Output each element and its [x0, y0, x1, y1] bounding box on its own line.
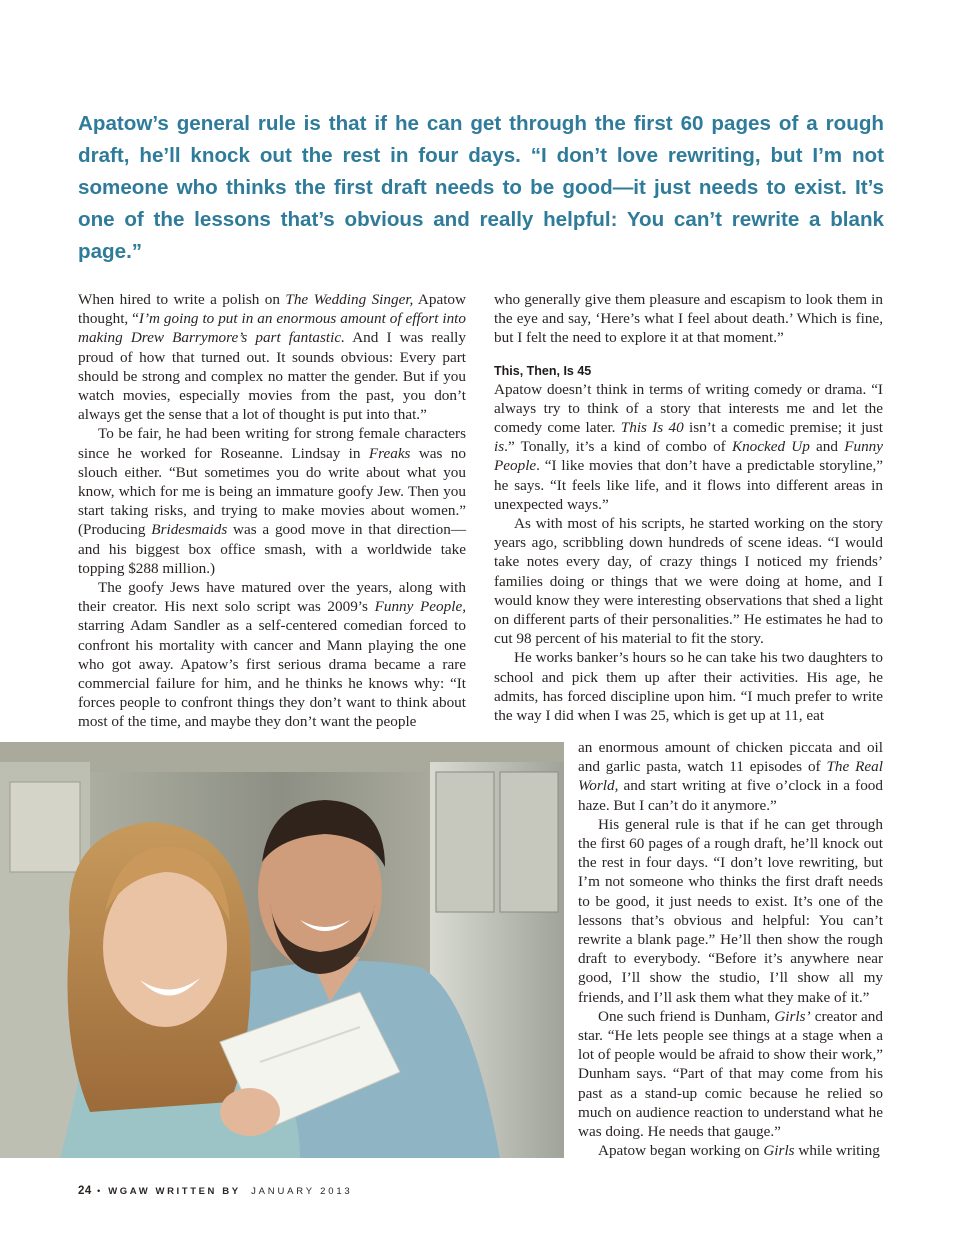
pull-quote: Apatow’s general rule is that if he can get through the first 60 pages of a rough draft, he’ll knock out the rest in four days. “I don’t love rewriting, but I’m not someone who thinks the first draft needs to be good—it just needs to exist. It’s one of the lessons that’s obvious and really helpful: You can’t rewrite a blank page.” — [78, 112, 884, 263]
publication-name: WGAW WRITTEN BY — [108, 1186, 241, 1197]
paragraph: One such friend is Dunham, Girls’ creator and star. “He lets people see things at a stage when a lot of people would be afraid to show their work,” Dunham says. “Part of that may come from his past as a stand-up comic because he relied so much on audience reaction to understand what he was doing. He needs that gauge.” — [578, 1007, 883, 1141]
footer-bullet: • — [97, 1186, 103, 1197]
issue-date: JANUARY 2013 — [251, 1186, 353, 1197]
paragraph: The goofy Jews have matured over the years, along with their creator. His next solo script was 2009’s Funny People, starring Adam Sandler as a self-centered comedian forced to confront his mortality with cancer and Mann playing the one who got away. Apatow’s first serious drama became a rare commercial failure for him, and he thinks he knows why: “It forces people to confront things they don’t want to think about most of the time, and maybe they don’t want the people — [78, 579, 466, 731]
paragraph: When hired to write a polish on The Wedding Singer, Apatow thought, “I’m going to put in an enormous amount of effort into making Drew Barrymore’s part fantastic. And I was really proud of how that turned out. It sounds obvious: Every part should be strong and complex no matter the gender. But if you watch movies, especially movies from the past, you don’t always get the sense that a lot of thought is put into that.” — [78, 291, 466, 424]
paragraph: He works banker’s hours so he can take his two daughters to school and pick them up after their activities. His age, he admits, has forced discipline upon him. “I much prefer to write the way I did when I was 25, which is get up at 11, eat — [494, 649, 883, 725]
page-footer — [78, 1185, 353, 1197]
paragraph: To be fair, he had been writing for strong female characters since he worked for Roseanne. Lindsay in Freaks was no slouch either. “But sometimes you do write about what you know, which for me is being an immature goofy Jew. Then you start taking risks, and trying to make movies about women.” (Producing Bridesmaids was a good move in that direction—and his biggest box office smash, with a worldwide take topping $288 million.) — [78, 425, 467, 577]
article-photo — [0, 742, 564, 1158]
paragraph: His general rule is that if he can get through the first 60 pages of a rough draft, he’ll knock out the rest in four days. “I don’t love rewriting, but I’m not someone who thinks the first draft needs to be good, it just needs to exist. It’s one of the lessons that’s obvious and helpful: You can’t rewrite a blank page.” He’ll then show the rough draft to everybody. “Before it’s anywhere near good, I’ll show the studio, I’ll show all my friends, and I’ll ask them what they make of it.” — [578, 815, 883, 1006]
paragraph: As with most of his scripts, he started working on the story years ago, scribbling down hundreds of scene ideas. “I would take notes every day, of crazy things I noticed my friends’ families doing or things that we were doing at home, and I would know they were interesting observations that shed a light on different parts of their personalities.” He estimates he had to cut 98 percent of his material to fit the story. — [494, 515, 883, 648]
article-column-left — [78, 290, 466, 732]
article-column-narrow — [578, 738, 883, 1160]
paragraph: who generally give them pleasure and escapism to look them in the eye and say, ‘Here’s what I feel about death.’ Which is fine, but I felt the need to explore it at that moment.” — [494, 291, 883, 347]
section-subhead: This, Then, Is 45 — [494, 363, 592, 378]
article-column-right — [494, 290, 883, 725]
paragraph: Apatow began working on Girls while writing — [598, 1142, 880, 1160]
paragraph: Apatow doesn’t think in terms of writing comedy or drama. “I always try to think of a story that interests me and let the comedy come later. This Is 40 isn’t a comedic premise; it just is.” Tonally, it’s a kind of combo of Knocked Up and Funny People. “I like movies that don’t have a predictable storyline,” he says. “It feels like life, and it flows into different areas in unexpected ways.” — [494, 380, 884, 513]
paragraph: an enormous amount of chicken piccata and oil and garlic pasta, watch 11 episodes of The Real World, and start writing at five o’clock in a food haze. But I can’t do it anymore.” — [578, 739, 883, 814]
page-number: 24 — [78, 1185, 92, 1197]
